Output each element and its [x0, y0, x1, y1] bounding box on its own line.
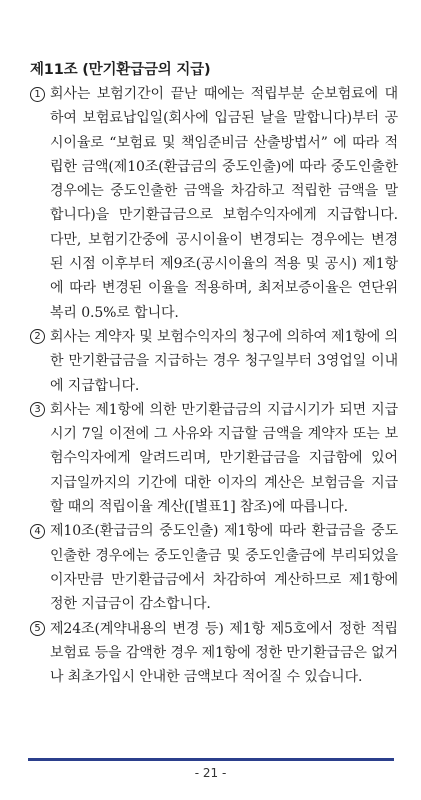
clause-item [30, 519, 398, 616]
clause-number: 3 [30, 402, 45, 417]
clause-text: 회사는 계약자 및 보험수익자의 청구에 의하여 제1항에 의한 만기환급금을 지급하는 경우 청구일부터 3영업일 이내에 지급합니다. [50, 328, 399, 394]
clause-text: 제10조(환급금의 중도인출) 제1항에 따라 환급금을 중도인출한 경우에는 중도인출금 및 중도인출금에 부리되었을 이자만큼 만기환급금에서 차감하여 계산하므로 제1항에 정한 지급금이 감소합니다. [50, 523, 398, 613]
article-title: 제11조 (만기환급금의 지급) [30, 62, 211, 78]
clause-item [30, 398, 398, 519]
clause-number: 1 [30, 87, 45, 102]
clause-item [30, 617, 398, 690]
clause-item [30, 82, 398, 325]
clause-text: 제24조(계약내용의 변경 등) 제1항 제5호에서 정한 적립보험료 등을 감액한 경우 제1항에 정한 만기환급금은 없거나 최초가입시 안내한 금액보다 적어질 수 있습니다. [50, 620, 399, 686]
clause-number: 4 [30, 524, 45, 539]
clause-list [30, 82, 398, 689]
clause-number: 2 [30, 329, 45, 344]
page-number: - 21 - [194, 766, 227, 780]
footer-rule [28, 758, 394, 761]
clause-item [30, 325, 398, 398]
clause-number: 5 [30, 621, 45, 636]
clause-text: 회사는 제1항에 의한 만기환급금의 지급시기가 되면 지급시기 7일 이전에 그 사유와 지급할 금액을 계약자 또는 보험수익자에게 알려드리며, 만기환급금을 지급함에 있어 지급일까지의 기간에 대한 이자의 계산은 보험금을 지급할 때의 적립이율 계산([별표1] 참조)에 따릅니다. [50, 401, 398, 516]
clause-text: 회사는 보험기간이 끝난 때에는 적립부분 순보험료에 대하여 보험료납입일(회사에 입금된 날을 말합니다)부터 공시이율로 “보험료 및 책임준비금 산출방법서” 에 따라 적립한 금액(제10조(환급금의 중도인출)에 따라 중도인출한 경우에는 중도인출한 금액을 차감하고 적립한 금액을 말합니다)을 만기환급금으로 보험수익자에게 지급합니다. 다만, 보험기간중에 공시이율이 변경되는 경우에는 변경된 시점 이후부터 제9조(공시이율의 적용 및 공시) 제1항에 따라 변경된 이율을 적용하며, 최저보증이율은 연단위 복리 0.5%로 합니다. [50, 86, 398, 321]
